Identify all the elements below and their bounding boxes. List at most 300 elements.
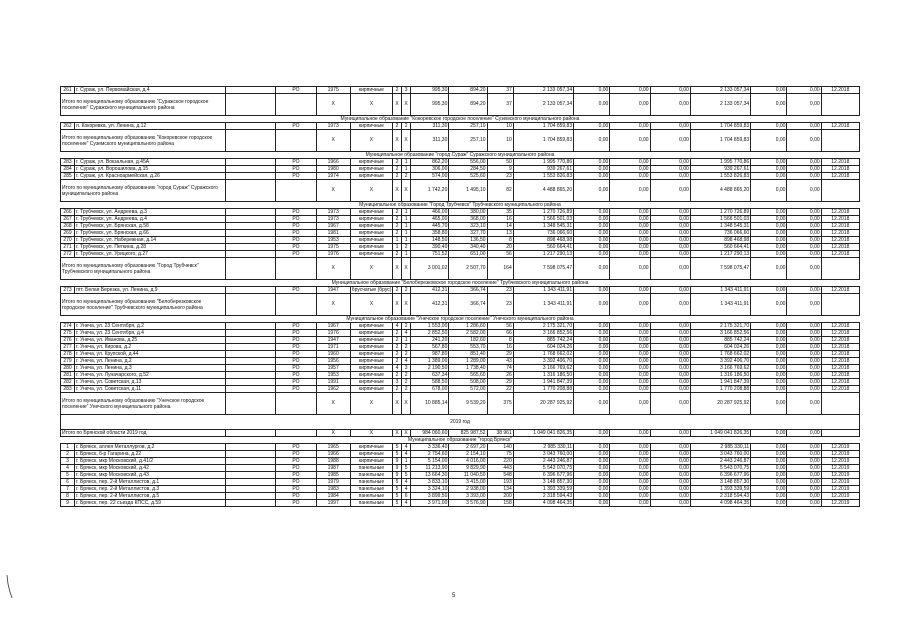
table-cell: 0,00 <box>610 444 650 451</box>
table-row <box>61 465 860 472</box>
table-cell: 277 <box>61 344 75 351</box>
table-cell: 1997 <box>316 500 350 507</box>
table-cell: 1 393 339,59 <box>690 486 750 493</box>
table-cell: 0,00 <box>610 87 650 94</box>
table-cell: 1 704 859,83 <box>690 130 750 152</box>
table-cell: 885 742,24 <box>690 337 750 344</box>
table-cell: 1 738,40 <box>449 365 487 372</box>
table-cell: г. Брянск, пер. 2-й Металлистов, д.3 <box>75 486 226 493</box>
table-cell: 0,00 <box>610 486 650 493</box>
table-cell: 0,00 <box>610 465 650 472</box>
table-cell: 279 <box>61 358 75 365</box>
table-cell <box>276 130 316 152</box>
table-cell: 9 829,90 <box>449 465 487 472</box>
table-cell: 12.2018 <box>821 337 859 344</box>
table-cell: 0,00 <box>787 358 821 365</box>
table-cell: РО <box>276 465 316 472</box>
table-cell: 0,00 <box>787 323 821 330</box>
table-cell: 0,00 <box>787 180 821 202</box>
table-row <box>61 173 860 180</box>
table-cell: 0,00 <box>751 365 787 372</box>
table-cell: кирпичные <box>350 365 392 372</box>
table-cell: Х <box>402 180 411 202</box>
table-cell: 340,40 <box>449 244 487 251</box>
table-cell: 1 704 859,83 <box>690 123 750 130</box>
table-cell: 0,00 <box>751 358 787 365</box>
table-cell: 4 488 865,20 <box>690 180 750 202</box>
table-cell: 274 <box>61 323 75 330</box>
table-cell: 262 <box>61 123 75 130</box>
table-cell: 0,00 <box>574 451 610 458</box>
table-cell: 0,00 <box>574 493 610 500</box>
table-cell: 0,00 <box>787 230 821 237</box>
table-cell: 572,00 <box>449 386 487 393</box>
table-cell: 862,20 <box>411 159 449 166</box>
table-cell <box>821 258 859 280</box>
table-row <box>61 159 860 166</box>
table-cell: Х <box>316 430 350 437</box>
table-cell <box>226 258 276 280</box>
table-cell: Х <box>402 130 411 152</box>
table-cell: кирпичные <box>350 244 392 251</box>
table-cell: 0,00 <box>787 87 821 94</box>
table-cell: 560 664,41 <box>513 244 573 251</box>
table-cell: 5 <box>393 500 402 507</box>
table-cell: 3 166 852,56 <box>690 330 750 337</box>
table-cell: 0,00 <box>787 372 821 379</box>
table-cell: г. Сураж, ул. Красноармейская, д.26 <box>75 173 226 180</box>
table-cell: г. Сураж, ул. Вокзальная, д.45А <box>75 159 226 166</box>
table-cell: 1 348 545,31 <box>513 223 573 230</box>
table-cell: 270 <box>61 237 75 244</box>
table-cell: 1991 <box>316 379 350 386</box>
table-cell: 1967 <box>316 223 350 230</box>
table-cell: 0,00 <box>574 237 610 244</box>
table-cell: 1962 <box>316 386 350 393</box>
table-cell: 12.2018 <box>821 173 859 180</box>
table-cell: 0,00 <box>787 258 821 280</box>
table-cell: 1 941 847,39 <box>690 379 750 386</box>
table-cell: 1 <box>402 166 411 173</box>
table-cell: Х <box>402 294 411 316</box>
table-cell: 282 <box>61 379 75 386</box>
table-row <box>61 209 860 216</box>
table-cell <box>226 430 276 437</box>
table-cell: 5 154,00 <box>411 458 449 465</box>
table-cell: 1983 <box>316 486 350 493</box>
table-cell: 0,00 <box>751 223 787 230</box>
table-cell: 9 <box>393 458 402 465</box>
table-cell: 2 <box>61 451 75 458</box>
table-cell: 3 043 760,00 <box>690 451 750 458</box>
table-cell: г. Трубчевск, ул. Брянская, д.58 <box>75 223 226 230</box>
table-cell: 0,00 <box>751 94 787 116</box>
table-cell: Х <box>393 258 402 280</box>
table-cell: 2 <box>393 372 402 379</box>
table-cell: 12.2018 <box>821 223 859 230</box>
table-cell: 4 488 865,20 <box>513 180 573 202</box>
table-cell: 1979 <box>316 479 350 486</box>
table-cell: 2 507,70 <box>449 258 487 280</box>
table-cell: 5 <box>393 479 402 486</box>
table-cell <box>226 493 276 500</box>
table-cell: 1 <box>402 209 411 216</box>
table-cell: 12.2019 <box>821 444 859 451</box>
table-cell: 556,00 <box>449 159 487 166</box>
table-cell: 0,00 <box>610 451 650 458</box>
table-cell: 525,60 <box>449 173 487 180</box>
table-cell: РО <box>276 493 316 500</box>
table-cell: 8 <box>61 493 75 500</box>
table-cell: 271 <box>61 244 75 251</box>
table-cell: 0,00 <box>574 180 610 202</box>
table-cell: 0,00 <box>574 337 610 344</box>
table-cell: 375 <box>487 393 513 415</box>
section-heading: Муниципальное образование "город Брянск" <box>61 437 860 444</box>
table-cell: 0,00 <box>650 258 690 280</box>
table-cell: 0,00 <box>650 244 690 251</box>
table-cell: 0,00 <box>787 173 821 180</box>
table-cell <box>821 294 859 316</box>
table-cell <box>226 173 276 180</box>
housing-register-table <box>60 86 860 507</box>
table-cell: 327,70 <box>449 230 487 237</box>
table-cell: г. Брянск, б-р Гагарина, д.22 <box>75 451 226 458</box>
table-cell: пгт. Белая Березка, ул. Ленина, д.9 <box>75 287 226 294</box>
table-cell: 0,00 <box>610 344 650 351</box>
table-cell: 0,00 <box>574 130 610 152</box>
table-cell: г. Унеча, ул. Кирова, д.2 <box>75 344 226 351</box>
table-cell: 0,00 <box>787 237 821 244</box>
table-cell: 0,00 <box>610 180 650 202</box>
table-cell: 2 <box>402 287 411 294</box>
table-cell: 2 <box>393 159 402 166</box>
table-cell: г. Унеча, ул. Ленина, д.2 <box>75 358 226 365</box>
table-cell: 261 <box>61 87 75 94</box>
table-cell: 4 098 464,35 <box>690 500 750 507</box>
table-cell: 12.2019 <box>821 451 859 458</box>
table-cell: 38 961 <box>487 430 513 437</box>
table-cell: Х <box>402 94 411 116</box>
table-cell: г. Брянск, аллея Металлургов, д.2 <box>75 444 226 451</box>
table-cell: 12.2018 <box>821 209 859 216</box>
table-cell: 74 <box>487 365 513 372</box>
table-cell: 1 553,00 <box>411 323 449 330</box>
table-cell: 0,00 <box>574 294 610 316</box>
table-cell: панельные <box>350 479 392 486</box>
table-cell: 12.2018 <box>821 323 859 330</box>
table-cell: 0,00 <box>650 180 690 202</box>
table-cell: 0,00 <box>751 393 787 415</box>
table-cell: кирпичные <box>350 166 392 173</box>
table-cell: РО <box>276 351 316 358</box>
table-cell: РО <box>276 173 316 180</box>
table-cell: 8 <box>487 237 513 244</box>
table-cell: 1971 <box>316 344 350 351</box>
table-cell <box>226 500 276 507</box>
table-cell: 0,00 <box>574 159 610 166</box>
table-cell: 4 <box>402 358 411 365</box>
table-cell: 574,00 <box>411 173 449 180</box>
table-cell: 0,00 <box>610 479 650 486</box>
table-cell: 1 768 662,02 <box>513 351 573 358</box>
table-cell: 12.2018 <box>821 351 859 358</box>
table-cell: РО <box>276 358 316 365</box>
table-cell: кирпичные <box>350 209 392 216</box>
table-cell: 3 899,50 <box>411 493 449 500</box>
table-cell <box>226 351 276 358</box>
table-cell: 1 217 290,13 <box>513 251 573 258</box>
table-cell: 1 343 411,91 <box>690 287 750 294</box>
table-cell: 2 <box>402 379 411 386</box>
table-cell: 5 <box>393 486 402 493</box>
table-cell: 5 543 070,75 <box>513 465 573 472</box>
subtotal-label: Итого по Брянской области 2019 год <box>61 430 226 437</box>
table-cell: 3 166 852,56 <box>513 330 573 337</box>
table-row <box>61 500 860 507</box>
table-cell: 2 133 057,34 <box>513 87 573 94</box>
table-cell: 2 175 321,70 <box>513 323 573 330</box>
table-cell: РО <box>276 479 316 486</box>
table-cell <box>276 94 316 116</box>
table-cell: 2 <box>393 358 402 365</box>
table-cell: 3 336,40 <box>411 444 449 451</box>
table-cell: 2 443 246,87 <box>513 458 573 465</box>
table-cell: Х <box>316 94 350 116</box>
table-cell: 1 049 041 826,35 <box>513 430 573 437</box>
table-cell: панельные <box>350 472 392 479</box>
section-heading: Муниципальное образование "Белоберезковское городское поселение" Трубчевского муниципального района <box>61 280 860 287</box>
table-cell: 23 <box>487 287 513 294</box>
table-cell: 0,00 <box>751 493 787 500</box>
section-heading: Муниципальное образование "Город Трубчевск" Трубчевского муниципального района <box>61 202 860 209</box>
table-cell: кирпичные <box>350 223 392 230</box>
table-cell: кирпичные <box>350 386 392 393</box>
table-cell: 12.2019 <box>821 479 859 486</box>
table-cell: 2 <box>402 351 411 358</box>
subtotal-row <box>61 180 860 202</box>
table-cell: п. Кокоревка, ул. Ленина, д.12 <box>75 123 226 130</box>
year-heading-row <box>61 415 860 430</box>
table-cell: 0,00 <box>751 237 787 244</box>
table-cell: 14 <box>487 223 513 230</box>
table-cell <box>226 465 276 472</box>
table-row <box>61 486 860 493</box>
table-cell: 140 <box>487 444 513 451</box>
table-cell: Х <box>350 258 392 280</box>
table-cell: 12.2019 <box>821 493 859 500</box>
table-cell: 275 <box>61 330 75 337</box>
table-row <box>61 287 860 294</box>
table-cell: 1976 <box>316 251 350 258</box>
table-cell: 5 <box>402 465 411 472</box>
table-cell: Х <box>402 258 411 280</box>
table-cell: 29 <box>487 379 513 386</box>
table-cell: 0,00 <box>650 379 690 386</box>
table-cell: 2 <box>393 123 402 130</box>
table-cell: панельные <box>350 465 392 472</box>
table-cell: 3 415,00 <box>449 479 487 486</box>
table-cell: 1 704 859,83 <box>513 130 573 152</box>
table-cell: 0,00 <box>610 330 650 337</box>
table-cell: 0,00 <box>650 430 690 437</box>
table-cell: 2 133 057,34 <box>513 94 573 116</box>
subtotal-label: Итого по муниципальному образованию "Кокоревское городское поселение" Суземского муниципального района <box>61 130 226 152</box>
table-cell: 0,00 <box>574 379 610 386</box>
table-cell: 0,00 <box>610 323 650 330</box>
table-cell: 0,00 <box>574 444 610 451</box>
table-cell: 466,00 <box>411 209 449 216</box>
table-cell: 939 267,61 <box>513 166 573 173</box>
table-cell: кирпичные <box>350 237 392 244</box>
table-cell: кирпичные <box>350 251 392 258</box>
table-cell: г. Брянск, пер. 2-й Металлистов, д.5 <box>75 493 226 500</box>
table-cell: 0,00 <box>650 294 690 316</box>
table-cell: 0,00 <box>650 87 690 94</box>
table-cell: 1 <box>402 458 411 465</box>
table-cell: 1966 <box>316 159 350 166</box>
table-cell: 736 066,60 <box>513 230 573 237</box>
table-row <box>61 230 860 237</box>
table-cell: РО <box>276 323 316 330</box>
table-cell: 13 <box>487 230 513 237</box>
table-cell: 9 <box>487 166 513 173</box>
table-cell: 1976 <box>316 330 350 337</box>
table-cell: Х <box>402 430 411 437</box>
table-cell: кирпичные <box>350 351 392 358</box>
table-cell: РО <box>276 486 316 493</box>
table-cell: 995,30 <box>411 87 449 94</box>
table-cell: 0,00 <box>787 472 821 479</box>
table-cell: г. Сураж, ул. Ворошилова, д.15 <box>75 166 226 173</box>
table-cell: 0,00 <box>610 209 650 216</box>
table-cell <box>226 486 276 493</box>
table-cell: 1 <box>393 244 402 251</box>
table-cell: 4 <box>402 486 411 493</box>
table-cell: 1 343 411,91 <box>690 294 750 316</box>
table-cell: кирпичные <box>350 216 392 223</box>
table-cell: г. Унеча, ул. Советская, д.13 <box>75 379 226 386</box>
table-cell: 0,00 <box>650 337 690 344</box>
table-cell: 0,00 <box>650 287 690 294</box>
table-cell: 257,10 <box>449 123 487 130</box>
table-cell: 0,00 <box>650 458 690 465</box>
table-cell: РО <box>276 287 316 294</box>
table-cell: 0,00 <box>751 337 787 344</box>
table-cell: 0,00 <box>751 386 787 393</box>
table-cell: 1 217 290,13 <box>690 251 750 258</box>
table-cell: кирпичные <box>350 87 392 94</box>
table-cell: 0,00 <box>650 444 690 451</box>
table-cell: 136,50 <box>449 237 487 244</box>
table-cell: 1981 <box>316 230 350 237</box>
table-cell: 43 <box>487 358 513 365</box>
table-cell: РО <box>276 330 316 337</box>
subtotal-row <box>61 94 860 116</box>
table-cell: 390,40 <box>411 244 449 251</box>
subtotal-label: Итого по муниципальному образованию "Унечское городское поселение" Унечского муниципального района <box>61 393 226 415</box>
table-cell: г. Брянск, мкр Московский, д.43 <box>75 472 226 479</box>
table-cell: 0,00 <box>610 294 650 316</box>
table-cell: 2 <box>393 209 402 216</box>
table-row <box>61 237 860 244</box>
table-cell: 1 <box>402 230 411 237</box>
table-cell: 1947 <box>316 287 350 294</box>
table-cell: Х <box>350 130 392 152</box>
table-cell: 1 770 208,88 <box>690 386 750 393</box>
table-cell <box>276 294 316 316</box>
table-cell: 851,40 <box>449 351 487 358</box>
table-cell: кирпичные <box>350 330 392 337</box>
table-cell: 0,00 <box>751 479 787 486</box>
table-cell: 736 066,60 <box>690 230 750 237</box>
table-cell: 0,00 <box>610 379 650 386</box>
table-cell <box>226 337 276 344</box>
table-cell: 0,00 <box>787 444 821 451</box>
table-cell: 2 318 594,43 <box>513 493 573 500</box>
table-cell: кирпичные <box>350 379 392 386</box>
table-cell: Х <box>316 130 350 152</box>
table-cell: 2 <box>402 173 411 180</box>
table-cell: 2 <box>393 386 402 393</box>
table-cell: 1 <box>393 237 402 244</box>
table-cell: Х <box>316 258 350 280</box>
table-cell: 0,00 <box>751 344 787 351</box>
table-cell: 3 833,10 <box>411 479 449 486</box>
table-cell: 0,00 <box>574 472 610 479</box>
table-cell: 1967 <box>316 323 350 330</box>
table-cell: 273 <box>61 287 75 294</box>
table-cell: 0,00 <box>751 209 787 216</box>
table-cell: 12.2018 <box>821 87 859 94</box>
table-cell: 0,00 <box>650 451 690 458</box>
table-row <box>61 472 860 479</box>
table-cell: 0,00 <box>751 372 787 379</box>
table-cell: 2 <box>402 323 411 330</box>
table-cell: 1 704 859,83 <box>513 123 573 130</box>
table-cell: кирпичные <box>350 444 392 451</box>
table-cell <box>226 393 276 415</box>
table-cell: 0,00 <box>610 216 650 223</box>
table-cell: 1953 <box>316 237 350 244</box>
table-cell: 1 316 186,50 <box>690 372 750 379</box>
table-cell: 1988 <box>316 458 350 465</box>
table-cell: 11 213,90 <box>411 465 449 472</box>
table-cell: 4 <box>402 330 411 337</box>
table-cell <box>226 159 276 166</box>
table-cell: 4 016,00 <box>449 458 487 465</box>
table-cell: Х <box>350 294 392 316</box>
table-cell: РО <box>276 216 316 223</box>
table-cell: 3 148 857,30 <box>690 479 750 486</box>
table-cell: 412,31 <box>411 287 449 294</box>
table-row <box>61 223 860 230</box>
table-cell: 0,00 <box>751 444 787 451</box>
table-cell <box>226 379 276 386</box>
table-cell: 898 468,98 <box>690 237 750 244</box>
table-cell: 20 287 925,92 <box>690 393 750 415</box>
table-cell: 0,00 <box>650 358 690 365</box>
table-cell: 0,00 <box>751 230 787 237</box>
table-cell: 0,00 <box>610 393 650 415</box>
table-cell: 182,60 <box>449 337 487 344</box>
table-cell: 0,00 <box>574 479 610 486</box>
table-cell: 1 770 208,88 <box>513 386 573 393</box>
table-cell: 0,00 <box>650 94 690 116</box>
table-cell: 0,00 <box>650 344 690 351</box>
table-cell: 0,00 <box>650 223 690 230</box>
table-cell: 1 049 041 826,35 <box>690 430 750 437</box>
